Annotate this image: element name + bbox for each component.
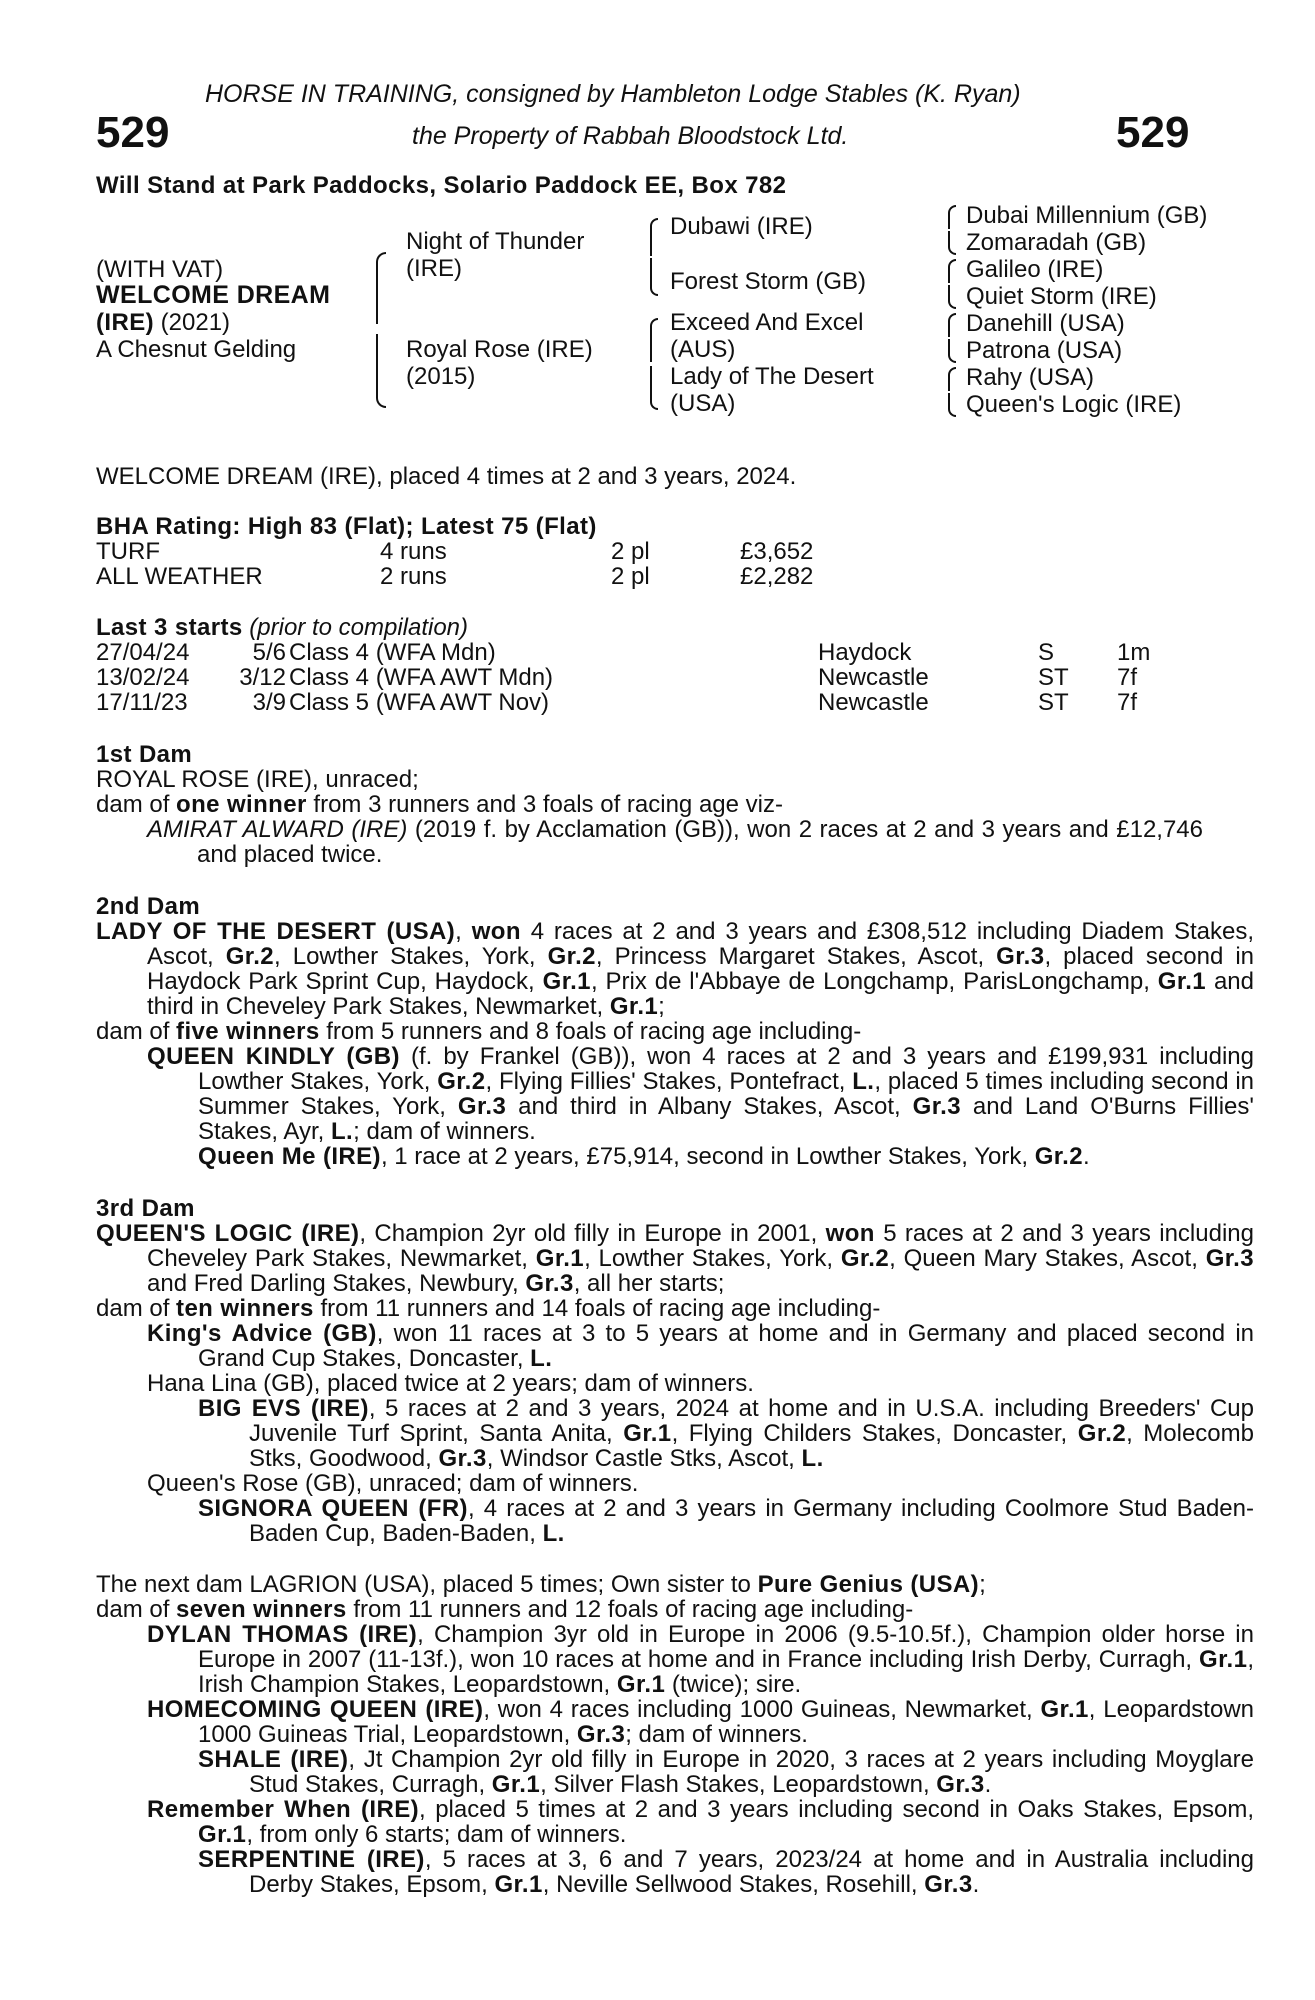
next-dam-progeny: DYLAN THOMAS (IRE), Champion 3yr old in Europe in 2006 (9.5-10.5f.), Champion older horse in Europe in 2007 (11-13f.), won 10 races at home and in France including Irish Derby, Curragh, Gr.1, Irish Champion Stakes, Leopardstown, Gr.1 (twice); sire. [147, 1621, 1254, 1698]
third-dam-produce: dam of ten winners from 11 runners and 14 foals of racing age including- [96, 1295, 881, 1322]
start-pos: 3/12 [239, 664, 286, 691]
pedigree-brace [944, 367, 954, 415]
lot-number-right: 529 [1116, 108, 1190, 157]
start-course: Newcastle [818, 664, 929, 691]
vat-label: (WITH VAT) [96, 256, 224, 283]
start-race: Class 4 (WFA AWT Mdn) [289, 664, 554, 691]
header-property-line: the Property of Rabbah Bloodstock Ltd. [412, 122, 849, 150]
start-course: Haydock [818, 639, 912, 666]
start-date: 13/02/24 [96, 664, 190, 691]
rating-amount-0: £3,652 [740, 538, 814, 565]
location-line: Will Stand at Park Paddocks, Solario Paddock EE, Box 782 [96, 172, 787, 199]
last-starts-title [96, 615, 468, 640]
pedigree-brace [376, 334, 386, 408]
rating-runs-1: 2 runs [380, 563, 447, 590]
third-dam-progeny: Hana Lina (GB), placed twice at 2 years; dam of winners. [147, 1370, 754, 1397]
pedigree-brace [944, 313, 954, 361]
start-race: Class 4 (WFA Mdn) [289, 639, 496, 666]
progeny-name: AMIRAT ALWARD (IRE) [147, 816, 408, 843]
dam-name: Royal Rose (IRE) [406, 336, 593, 363]
gen3-2: Zomaradah (GB) [966, 229, 1147, 256]
third-dam-progeny: Queen's Rose (GB), unraced; dam of winners. [147, 1470, 639, 1497]
pedigree-brace [376, 252, 386, 324]
dam-dam-country: (USA) [670, 390, 736, 417]
bha-rating: BHA Rating: High 83 (Flat); Latest 75 (Flat) [96, 513, 597, 540]
horse-year: (2021) [154, 309, 231, 336]
next-dam-progeny: HOMECOMING QUEEN (IRE), won 4 races including 1000 Guineas, Newmarket, Gr.1, Leopardstown 1000 Guineas Trial, Leopardstown, Gr.3; dam of winners. [147, 1696, 1254, 1748]
dam-sire: Exceed And Excel [670, 309, 864, 336]
start-going: ST [1038, 664, 1069, 691]
third-dam-grandprogeny: BIG EVS (IRE), 5 races at 2 and 3 years, 2024 at home and in U.S.A. including Breeders' Cup Juvenile Turf Sprint, Santa Anita, Gr.1, Flying Childers Stakes, Doncaster, Gr.2, Molecomb Stks, Goodwood, Gr.3, Windsor Castle Stks, Ascot, L. [198, 1395, 1254, 1472]
sire-dam: Forest Storm (GB) [670, 268, 867, 295]
pedigree-brace [944, 205, 954, 253]
next-dam-produce: dam of seven winners from 11 runners and 12 foals of racing age including- [96, 1596, 914, 1623]
winners-count: one winner [176, 791, 307, 818]
gen3-5: Danehill (USA) [966, 310, 1125, 337]
start-pos: 5/6 [252, 639, 286, 666]
last-starts-note: (prior to compilation) [242, 614, 469, 641]
first-dam-title: 1st Dam [96, 741, 193, 768]
pedigree-brace [646, 318, 656, 410]
rating-surface-0: TURF [96, 538, 160, 565]
gen3-7: Rahy (USA) [966, 364, 1095, 391]
second-dam-title: 2nd Dam [96, 893, 201, 920]
first-dam-produce [96, 792, 783, 817]
last-starts-heading: Last 3 starts [96, 614, 243, 641]
sire-sire: Dubawi (IRE) [670, 213, 813, 240]
second-dam-produce: dam of five winners from 5 runners and 8 foals of racing age including- [96, 1018, 862, 1045]
start-pos: 3/9 [252, 689, 286, 716]
rating-surface-1: ALL WEATHER [96, 563, 263, 590]
third-dam-grandprogeny: SIGNORA QUEEN (FR), 4 races at 2 and 3 years in Germany including Coolmore Stud Baden-Baden Cup, Baden-Baden, L. [198, 1495, 1254, 1547]
horse-year-line [96, 310, 230, 335]
next-dam-line: The next dam LAGRION (USA), placed 5 times; Own sister to Pure Genius (USA); [96, 1571, 986, 1598]
pedigree-brace [368, 320, 376, 334]
text: dam of [96, 791, 177, 818]
next-dam-progeny: Remember When (IRE), placed 5 times at 2 and 3 years including second in Oaks Stakes, Epsom, Gr.1, from only 6 starts; dam of winners. [147, 1796, 1255, 1848]
third-dam-title: 3rd Dam [96, 1195, 195, 1222]
lot-number-left: 529 [96, 108, 170, 157]
start-dist: 7f [1117, 664, 1138, 691]
gen3-3: Galileo (IRE) [966, 256, 1104, 283]
pedigree-brace [944, 259, 954, 307]
horse-description: A Chesnut Gelding [96, 336, 297, 363]
summary-line: WELCOME DREAM (IRE), placed 4 times at 2 and 3 years, 2024. [96, 463, 797, 490]
dam-dam: Lady of The Desert [670, 363, 874, 390]
dam-year: (2015) [406, 363, 476, 390]
second-dam-record: LADY OF THE DESERT (USA), won 4 races at 2 and 3 years and £308,512 including Diadem Stakes, Ascot, Gr.2, Lowther Stakes, York, Gr.2, Princess Margaret Stakes, Ascot, Gr.3, placed second in Haydock Park Sprint Cup, Haydock, Gr.1, Prix de l'Abbaye de Longchamp, ParisLongchamp, Gr.1 and third in Cheveley Park Stakes, Newmarket, Gr.1; [96, 918, 1254, 1020]
third-dam-record: QUEEN'S LOGIC (IRE), Champion 2yr old filly in Europe in 2001, won 5 races at 2 and 3 years including Cheveley Park Stakes, Newmarket, Gr.1, Lowther Stakes, York, Gr.2, Queen Mary Stakes, Ascot, Gr.3 and Fred Darling Stakes, Newbury, Gr.3, all her starts; [96, 1220, 1254, 1297]
header-consignor-line: HORSE IN TRAINING, consigned by Hambleton Lodge Stables (K. Ryan) [205, 80, 1021, 108]
progeny-record: (2019 f. by Acclamation (GB)), won 2 races at 2 and 3 years and £12,746 and placed twice. [197, 816, 1203, 868]
second-dam-grandprogeny: Queen Me (IRE), 1 race at 2 years, £75,914, second in Lowther Stakes, York, Gr.2. [198, 1143, 1090, 1170]
start-course: Newcastle [818, 689, 929, 716]
gen3-6: Patrona (USA) [966, 337, 1123, 364]
start-date: 27/04/24 [96, 639, 190, 666]
horse-country: (IRE) [96, 309, 154, 336]
first-dam-progeny [147, 817, 1203, 867]
next-dam-grandprogeny: SERPENTINE (IRE), 5 races at 3, 6 and 7 years, 2023/24 at home and in Australia including Derby Stakes, Epsom, Gr.1, Neville Sellwood Stakes, Rosehill, Gr.3. [198, 1846, 1254, 1898]
start-going: S [1038, 639, 1055, 666]
gen3-4: Quiet Storm (IRE) [966, 283, 1157, 310]
gen3-8: Queen's Logic (IRE) [966, 391, 1182, 418]
gen3-1: Dubai Millennium (GB) [966, 202, 1208, 229]
horse-name: WELCOME DREAM [96, 281, 331, 309]
third-dam-progeny: King's Advice (GB), won 11 races at 3 to 5 years at home and in Germany and placed second in Grand Cup Stakes, Doncaster, L. [147, 1320, 1255, 1372]
start-dist: 1m [1117, 639, 1151, 666]
sire-name: Night of Thunder [406, 228, 585, 255]
start-date: 17/11/23 [96, 689, 188, 716]
first-dam-line: ROYAL ROSE (IRE), unraced; [96, 766, 419, 793]
start-dist: 7f [1117, 689, 1138, 716]
text: from 3 runners and 3 foals of racing age viz- [306, 791, 783, 818]
dam-sire-country: (AUS) [670, 336, 736, 363]
sire-country: (IRE) [406, 255, 462, 282]
rating-runs-0: 4 runs [380, 538, 447, 565]
pedigree-brace [646, 218, 656, 296]
rating-placed-1: 2 pl [611, 563, 650, 590]
second-dam-progeny: QUEEN KINDLY (GB) (f. by Frankel (GB)), won 4 races at 2 and 3 years and £199,931 including Lowther Stakes, York, Gr.2, Flying Fillies' Stakes, Pontefract, L., placed 5 times including second in Summer Stakes, York, Gr.3 and third in Albany Stakes, Ascot, Gr.3 and Land O'Burns Fillies' Stakes, Ayr, L.; dam of winners. [147, 1043, 1255, 1145]
start-race: Class 5 (WFA AWT Nov) [289, 689, 550, 716]
start-going: ST [1038, 689, 1069, 716]
rating-amount-1: £2,282 [740, 563, 814, 590]
rating-placed-0: 2 pl [611, 538, 650, 565]
next-dam-grandprogeny: SHALE (IRE), Jt Champion 2yr old filly in Europe in 2020, 3 races at 2 years including Moyglare Stud Stakes, Curragh, Gr.1, Silver Flash Stakes, Leopardstown, Gr.3. [198, 1746, 1254, 1798]
